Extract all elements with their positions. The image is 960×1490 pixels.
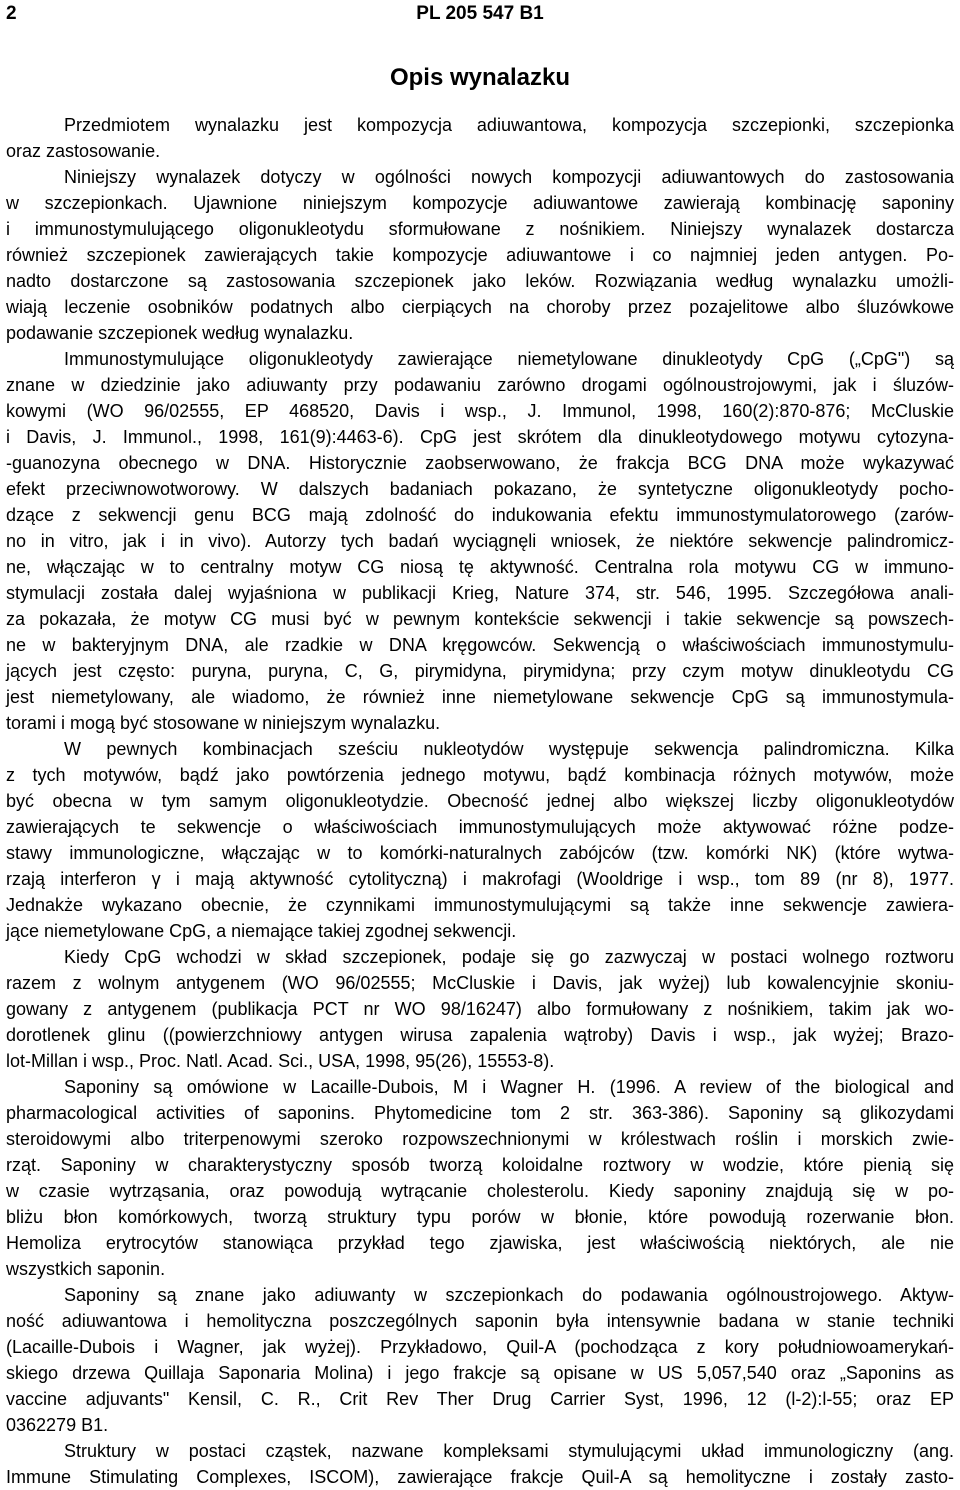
text-line: bliżu błon komórkowych, tworzą struktury typu porów w błonie, które powodują rozerwanie błon. [6,1207,954,1227]
text-line: -guanozyna obecnego w DNA. Historycznie zaobserwowano, że frakcja BCG DNA może wykazywać [6,453,954,473]
text-line: skiego drzewa Quillaja Saponaria Molina) i jego frakcje są opisane w US 5,057,540 oraz „Saponins as [6,1363,954,1383]
text-line: jących jest często: puryna, puryna, C, G, pirymidyna, pirymidyna; przy czym motyw dinukleotydu CG [6,661,954,681]
text-line: ne, włączając w to centralny motyw CG niosą tę aktywność. Centralna rola motywu CG w immuno- [6,557,954,577]
body-text [6,112,954,1490]
text-line: również szczepionek zawierających takie kompozycje adiuwantowe i co najmniej jeden antygen. Po- [6,245,954,265]
patent-number: PL 205 547 B1 [416,3,544,24]
page-number: 2 [6,3,17,24]
text-line: 0362279 B1. [6,1415,109,1435]
text-line: nadto dostarczone są zastosowania szczepionek jako leków. Rozwiązania według wynalazku umożli- [6,271,954,291]
text-line: jące niemetylowane CpG, a niemające takiej zgodnej sekwencji. [6,921,517,941]
text-line: Jednakże wykazano obecnie, że czynnikami immunostymulującymi są także inne sekwencje zawiera- [6,895,954,915]
text-line: Saponiny są znane jako adiuwanty w szczepionkach do podawania ogólnoustrojowego. Aktyw- [64,1285,954,1305]
text-line: ność adiuwantowa i hemolityczna poszczególnych saponin była intensywnie badana w stanie techniki [6,1311,954,1331]
text-line: dzące z sekwencji genu BCG mają zdolność do indukowania efektu immunostymulatorowego (zarów- [6,505,954,525]
text-line: jest niemetylowany, ale wiadomo, że również inne niemetylowane sekwencje CpG są immunostymula- [6,687,954,707]
text-line: Kiedy CpG wchodzi w skład szczepionek, podaje się go zazwyczaj w postaci wolnego roztworu [64,947,954,967]
text-line: no in vitro, jak i in vivo). Autorzy tych badań wyciągnęli wniosek, że niektóre sekwencje palindromicz- [6,531,954,551]
text-line: ne w bakteryjnym DNA, ale rzadkie w DNA kręgowców. Sekwencją o właściwościach immunostymulu- [6,635,954,655]
text-line: wszystkich saponin. [6,1259,166,1279]
text-line: W pewnych kombinacjach sześciu nukleotydów występuje sekwencja palindromiczna. Kilka [64,739,954,759]
text-line: Przedmiotem wynalazku jest kompozycja adiuwantowa, kompozycja szczepionki, szczepionka [64,115,954,135]
text-line: być obecna w tym samym oligonukleotydzie. Obecność jednej albo większej liczby oligonukleotydów [6,791,954,811]
text-line: oraz zastosowanie. [6,141,161,161]
text-line: rząt. Saponiny w charakterystyczny sposób tworzą koloidalne roztwory w wodzie, które pienią się [6,1155,954,1175]
text-line: podawanie szczepionek według wynalazku. [6,323,354,343]
text-line: gowany z antygenem (publikacja PCT nr WO 98/16247) albo formułowany z nośnikiem, takim jak wo- [6,999,954,1019]
text-line: wiają leczenie osobników podatnych albo cierpiących na choroby przez pozajelitowe albo śluzówkowe [6,297,954,317]
text-line: lot-Millan i wsp., Proc. Natl. Acad. Sci., USA, 1998, 95(26), 15553-8). [6,1051,555,1071]
text-line: dorotlenek glinu ((powierzchniowy antygen wirusa zapalenia wątroby) Davis i wsp., jak wyżej; Brazo- [6,1025,954,1045]
text-line: z tych motywów, bądź jako powtórzenia jednego motywu, bądź kombinacja różnych motywów, może [6,765,954,785]
text-line: (Lacaille-Dubois i Wagner, jak wyżej). Przykładowo, Quil-A (pochodząca z kory południowoamerykań- [6,1337,954,1357]
text-line: torami i mogą być stosowane w niniejszym wynalazku. [6,713,441,733]
text-line: rzają interferon γ i mają aktywność cytolityczną) i makrofagi (Wooldrige i wsp., tom 89 (nr 8), 1977. [6,869,954,889]
text-line: Struktury w postaci cząstek, nazwane kompleksami stymulującymi układ immunologiczny (ang. [64,1441,954,1461]
text-line: steroidowymi albo triterpenowymi szeroko rozpowszechnionymi w królestwach roślin i morskich zwie- [6,1129,954,1149]
text-line: znane w dziedzinie jako adiuwanty przy podawaniu zarówno drogami ogólnoustrojowymi, jak i śluzów- [6,375,954,395]
text-line: efekt przeciwnowotworowy. W dalszych badaniach pokazano, że syntetyczne oligonukleotydy pocho- [6,479,954,499]
text-line: razem z wolnym antygenem (WO 96/02555; McCluskie i Davis, jak wyżej) lub kowalencyjnie skoniu- [6,973,954,993]
text-line: Saponiny są omówione w Lacaille-Dubois, M i Wagner H. (1996. A review of the biological and [64,1077,954,1097]
text-line: stawy immunologiczne, włączając w to komórki-naturalnych zabójców (tzw. komórki NK) (które wytwa- [6,843,954,863]
text-line: Hemoliza erytrocytów stanowiąca przykład tego zjawiska, jest właściwością niektórych, ale nie [6,1233,954,1253]
text-line: i immunostymulującego oligonukleotydu sformułowane z nośnikiem. Niniejszy wynalazek dostarcza [6,219,954,239]
text-line: vaccine adjuvants" Kensil, C. R., Crit Rev Ther Drug Carrier Syst, 1996, 12 (l-2):l-55; oraz EP [6,1389,954,1409]
text-line: stymulacji została dalej wyjaśniona w publikacji Krieg, Nature 374, str. 546, 1995. Szczegółowa anali- [6,583,954,603]
text-line: kowymi (WO 96/02555, EP 468520, Davis i wsp., J. Immunol, 1998, 160(2):870-876; McCluskie [6,401,954,421]
text-line: Immunostymulujące oligonukleotydy zawierające niemetylowane dinukleotydy CpG („CpG") są [64,349,954,369]
text-line: zawierających te sekwencje o właściwościach immunostymulujących może aktywować różne podze- [6,817,954,837]
text-line: Immune Stimulating Complexes, ISCOM), zawierające frakcje Quil-A są hemolityczne i zostały zasto- [6,1467,954,1487]
text-line: w szczepionkach. Ujawnione niniejszym kompozycje adiuwantowe zawierają kombinację saponiny [6,193,954,213]
text-line: i Davis, J. Immunol., 1998, 161(9):4463-6). CpG jest skrótem dla dinukleotydowego motywu cytozyna- [6,427,954,447]
text-line: w czasie wytrząsania, oraz powodują wytrącanie cholesterolu. Kiedy saponiny znajdują się w po- [6,1181,954,1201]
section-title: Opis wynalazku [389,64,571,91]
text-line: Niniejszy wynalazek dotyczy w ogólności nowych kompozycji adiuwantowych do zastosowania [64,167,954,187]
text-line: za pokazała, że motyw CG musi być w pewnym kontekście sekwencji i takie sekwencje są powszech- [6,609,954,629]
text-line: pharmacological activities of saponins. Phytomedicine tom 2 str. 363-386). Saponiny są glikozydami [6,1103,954,1123]
